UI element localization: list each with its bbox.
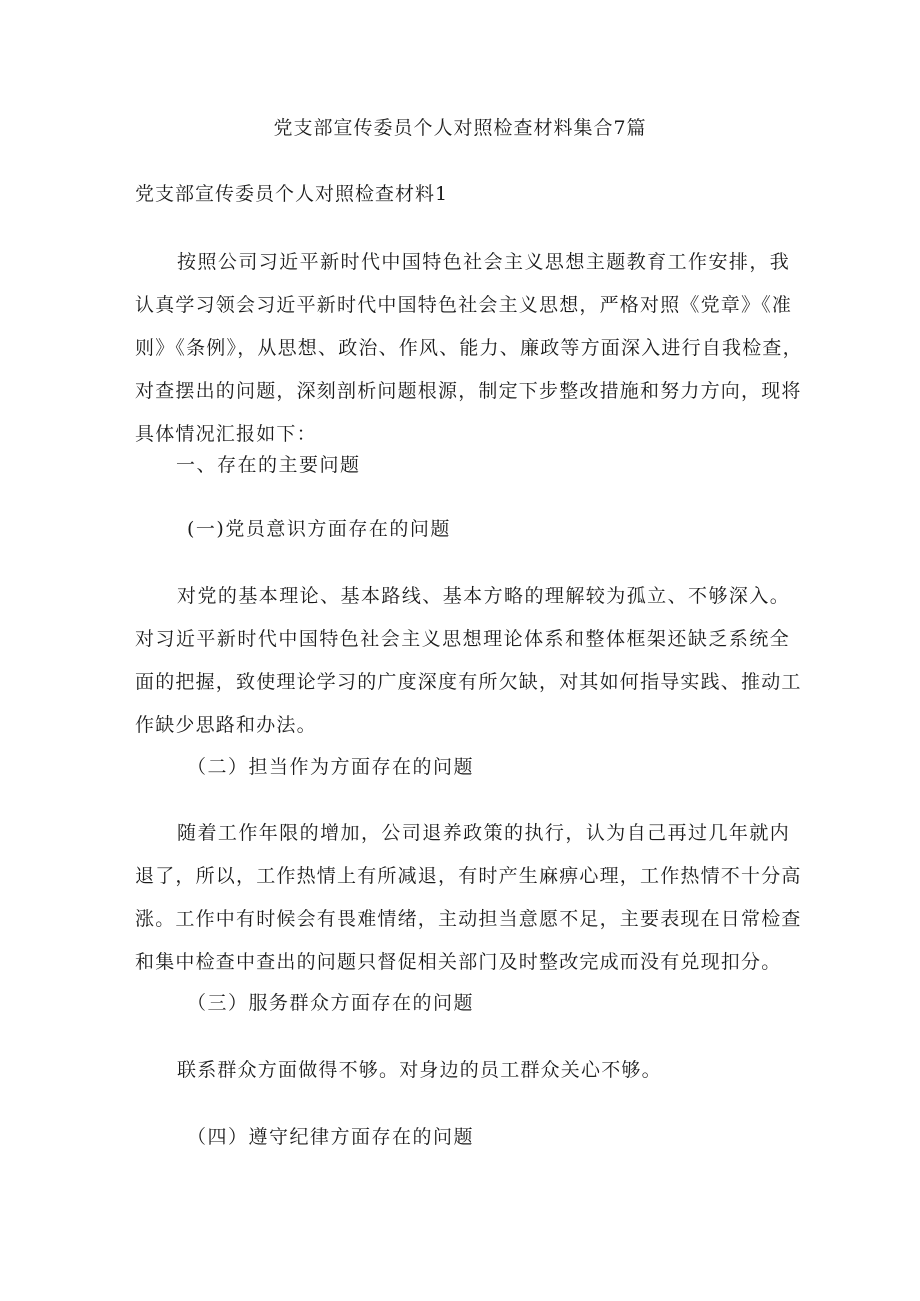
heading-existing-problems: 一、存在的主要问题 (176, 454, 361, 476)
paragraph-line: 认真学习领会习近平新时代中国特色社会主义思想，严格对照《党章》《准 (135, 294, 793, 316)
intro-paragraph (135, 241, 803, 456)
paragraph-line: 联系群众方面做得不够。对身边的员工群众关心不够。 (177, 1059, 662, 1081)
paragraph-line: 退了，所以，工作热情上有所减退，有时产生麻痹心理，工作热情不十分高 (135, 865, 802, 887)
paragraph-party-awareness (135, 575, 802, 747)
paragraph-serving-masses (135, 1049, 790, 1092)
subheading-discipline: （四）遵守纪律方面存在的问题 (187, 1126, 475, 1148)
document-title: 党支部宣传委员个人对照检查材料集合7篇 (273, 117, 647, 139)
paragraph-line: 随着工作年限的增加，公司退养政策的执行，认为自己再过几年就内 (177, 822, 790, 844)
paragraph-line: 则》《条例》，从思想、政治、作风、能力、廉政等方面深入进行自我检查， (135, 337, 803, 359)
paragraph-line: 面的把握，致使理论学习的广度深度有所欠缺，对其如何指导实践、推动工 (135, 671, 802, 693)
section-title: 党支部宣传委员个人对照检查材料1 (135, 183, 449, 205)
paragraph-line: 和集中检查中查出的问题只督促相关部门及时整改完成而没有兑现扣分。 (135, 951, 782, 973)
paragraph-line: 按照公司习近平新时代中国特色社会主义思想主题教育工作安排，我 (177, 251, 790, 273)
paragraph-line: 对查摆出的问题，深刻剖析问题根源，制定下步整改措施和努力方向，现将 (135, 380, 802, 402)
subheading-responsibility: （二）担当作为方面存在的问题 (187, 756, 475, 778)
paragraph-line: 对党的基本理论、基本路线、基本方略的理解较为孤立、不够深入。 (177, 585, 790, 607)
paragraph-responsibility (135, 812, 802, 984)
paragraph-line: 作缺少思路和办法。 (135, 714, 317, 736)
paragraph-line: 具体情况汇报如下： (135, 423, 317, 445)
subheading-serving-masses: （三）服务群众方面存在的问题 (187, 992, 475, 1014)
paragraph-line: 对习近平新时代中国特色社会主义思想理论体系和整体框架还缺乏系统全 (135, 628, 790, 650)
paragraph-line: 涨。工作中有时候会有畏难情绪，主动担当意愿不足，主要表现在日常检查 (135, 908, 802, 930)
subheading-party-awareness: (一)党员意识方面存在的问题 (187, 518, 451, 540)
